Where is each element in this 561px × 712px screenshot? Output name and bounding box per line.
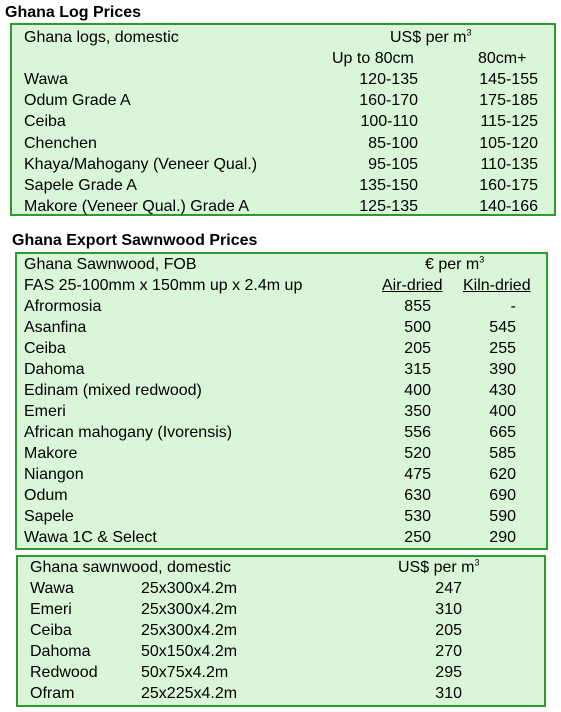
log-prices-table — [10, 23, 556, 216]
export-kiln-dried: 430 — [489, 382, 516, 399]
log-prices-name: Sapele Grade A — [24, 177, 137, 194]
export-kiln-dried: 290 — [489, 529, 516, 546]
log-prices-unit — [390, 27, 471, 48]
log-prices-name: Odum Grade A — [24, 92, 131, 110]
export-air-dried: 855 — [404, 298, 431, 315]
export-name: Emeri — [24, 403, 66, 420]
export-kiln-dried: 585 — [489, 445, 516, 462]
export-kiln-dried: 590 — [489, 508, 516, 525]
domestic-row — [18, 620, 544, 641]
domestic-name: Wawa — [30, 580, 74, 597]
domestic-price: 310 — [435, 601, 462, 618]
export-kiln-dried: 620 — [489, 466, 516, 483]
domestic-row — [18, 578, 544, 599]
export-row — [17, 527, 546, 548]
export-row — [17, 296, 546, 317]
domestic-unit-text: US$ per m — [398, 559, 475, 576]
log-prices-column-row — [12, 48, 554, 69]
export-unit-text: € per m — [425, 256, 480, 273]
domestic-size: 50x75x4.2m — [141, 664, 229, 681]
export-name: Afrormosia — [24, 298, 102, 315]
log-prices-name: Khaya/Mahogany (Veneer Qual.) — [24, 155, 258, 173]
domestic-unit-sup: 3 — [474, 557, 480, 568]
log-prices-subheader: Ghana logs, domestic — [24, 29, 179, 46]
domestic-price: 295 — [435, 664, 462, 681]
log-prices-row — [12, 133, 554, 154]
export-air-dried: 250 — [404, 529, 431, 546]
export-name: Makore — [24, 445, 78, 462]
export-unit-sup: 3 — [479, 254, 485, 265]
export-row — [17, 338, 546, 359]
export-row — [17, 464, 546, 485]
log-prices-header-row — [12, 27, 554, 48]
export-name: Odum — [24, 487, 68, 504]
export-row — [17, 485, 546, 506]
domestic-subheader: Ghana sawnwood, domestic — [30, 559, 231, 576]
domestic-name: Redwood — [30, 664, 98, 681]
export-kiln-dried: - — [510, 298, 516, 315]
export-kiln-dried: 390 — [489, 361, 516, 378]
domestic-price: 205 — [435, 622, 462, 639]
export-kiln-dried: 400 — [489, 403, 516, 420]
export-row — [17, 443, 546, 464]
log-prices-80cm-plus: 140-166 — [479, 198, 538, 216]
log-prices-up-to-80cm: 125-135 — [359, 198, 418, 216]
log-prices-name: Wawa — [24, 71, 68, 88]
domestic-header-row — [18, 557, 544, 578]
export-air-dried: 530 — [404, 508, 431, 525]
export-subheader: Ghana Sawnwood, FOB — [24, 256, 197, 273]
log-prices-80cm-plus: 110-135 — [480, 155, 538, 173]
export-air-dried: 520 — [404, 445, 431, 462]
log-prices-up-to-80cm: 85-100 — [368, 134, 418, 152]
export-kiln-dried: 690 — [489, 487, 516, 504]
export-row — [17, 506, 546, 527]
export-spec-row — [17, 275, 546, 296]
domestic-size: 25x300x4.2m — [141, 580, 238, 597]
log-prices-title: Ghana Log Prices — [5, 4, 142, 21]
export-name: Niangon — [24, 466, 84, 483]
log-prices-up-to-80cm: 160-170 — [359, 92, 418, 110]
export-row — [17, 359, 546, 380]
log-prices-row — [12, 175, 554, 196]
log-prices-col-80-plus: 80cm+ — [478, 50, 527, 67]
export-sawnwood-title: Ghana Export Sawnwood Prices — [12, 232, 258, 249]
export-air-dried: 556 — [404, 424, 431, 441]
export-kiln-dried: 545 — [489, 319, 516, 336]
export-air-dried: 475 — [404, 466, 431, 483]
export-name: Dahoma — [24, 361, 85, 378]
export-row — [17, 317, 546, 338]
export-col-kiln-dried: Kiln-dried — [463, 277, 531, 294]
export-air-dried: 630 — [404, 487, 431, 504]
export-row — [17, 401, 546, 422]
log-prices-name: Chenchen — [24, 134, 97, 152]
domestic-size: 50x150x4.2m — [141, 643, 238, 660]
log-prices-col-up-to-80: Up to 80cm — [332, 50, 414, 67]
log-prices-row — [12, 111, 554, 132]
export-name: Wawa 1C & Select — [24, 529, 157, 546]
domestic-size: 25x300x4.2m — [141, 601, 238, 618]
export-air-dried: 350 — [404, 403, 431, 420]
export-name: Asanfina — [24, 319, 87, 336]
log-prices-unit-text: US$ per m — [390, 29, 467, 46]
export-name: Sapele — [24, 508, 74, 525]
export-name: African mahogany (Ivorensis) — [24, 424, 233, 441]
export-sawnwood-table — [15, 252, 548, 550]
log-prices-row — [12, 69, 554, 90]
export-spec: FAS 25-100mm x 150mm up x 2.4m up — [24, 277, 303, 294]
domestic-price: 247 — [435, 580, 462, 597]
export-name: Edinam (mixed redwood) — [24, 382, 202, 399]
log-prices-up-to-80cm: 95-105 — [368, 155, 418, 173]
log-prices-unit-sup: 3 — [466, 27, 472, 38]
log-prices-up-to-80cm: 100-110 — [360, 113, 418, 131]
export-row — [17, 380, 546, 401]
domestic-name: Dahoma — [30, 643, 91, 660]
log-prices-80cm-plus: 160-175 — [479, 177, 538, 194]
log-prices-80cm-plus: 105-120 — [479, 134, 538, 152]
domestic-unit — [398, 557, 479, 578]
domestic-row — [18, 641, 544, 662]
log-prices-row — [12, 90, 554, 111]
log-prices-80cm-plus: 115-125 — [480, 113, 538, 131]
domestic-row — [18, 662, 544, 683]
log-prices-row — [12, 154, 554, 175]
export-air-dried: 205 — [404, 340, 431, 357]
export-name: Ceiba — [24, 340, 66, 357]
export-air-dried: 500 — [404, 319, 431, 336]
export-row — [17, 422, 546, 443]
export-kiln-dried: 255 — [489, 340, 516, 357]
domestic-row — [18, 683, 544, 704]
log-prices-name: Makore (Veneer Qual.) Grade A — [24, 198, 249, 216]
domestic-price: 310 — [435, 685, 462, 702]
export-air-dried: 315 — [404, 361, 431, 378]
export-unit — [425, 254, 484, 275]
export-air-dried: 400 — [404, 382, 431, 399]
domestic-size: 25x300x4.2m — [141, 622, 238, 639]
export-kiln-dried: 665 — [489, 424, 516, 441]
log-prices-up-to-80cm: 135-150 — [359, 177, 418, 194]
export-col-air-dried: Air-dried — [382, 277, 443, 294]
log-prices-name: Ceiba — [24, 113, 66, 131]
log-prices-80cm-plus: 145-155 — [479, 71, 538, 88]
log-prices-row — [12, 196, 554, 217]
domestic-row — [18, 599, 544, 620]
domestic-name: Ceiba — [30, 622, 72, 639]
domestic-sawnwood-table — [16, 555, 546, 707]
domestic-name: Ofram — [30, 685, 75, 702]
log-prices-up-to-80cm: 120-135 — [359, 71, 418, 88]
domestic-size: 25x225x4.2m — [141, 685, 238, 702]
log-prices-80cm-plus: 175-185 — [479, 92, 538, 110]
domestic-name: Emeri — [30, 601, 72, 618]
domestic-price: 270 — [435, 643, 462, 660]
export-header-row — [17, 254, 546, 275]
